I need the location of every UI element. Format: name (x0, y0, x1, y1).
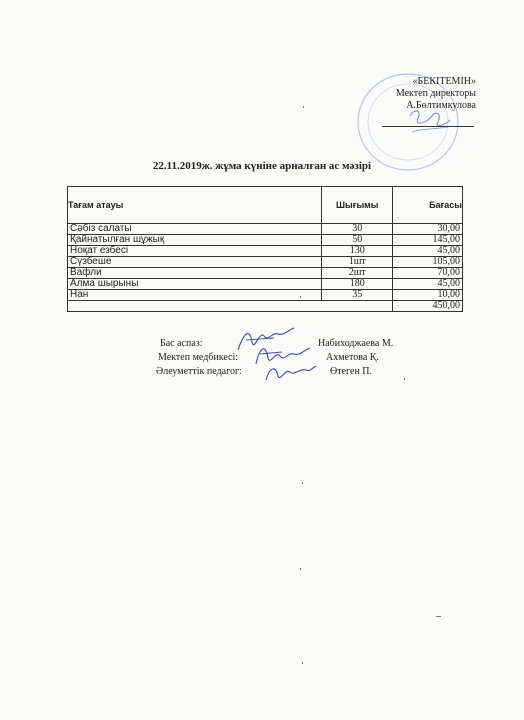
table-row (68, 257, 463, 268)
total-spacer (68, 301, 393, 312)
table-row (68, 224, 463, 235)
dish-price: 10,00 (392, 290, 462, 301)
scan-speck (302, 482, 303, 484)
table-row (68, 279, 463, 290)
signature-name-chef: Набиходжаева М. (318, 338, 394, 349)
dish-price: 45,00 (392, 246, 462, 257)
dish-name: Ноқат езбесі (68, 246, 322, 257)
signature-role-chef: Бас аспаз: (160, 338, 203, 349)
menu-header-row (68, 187, 463, 224)
dish-name: Алма шырыны (68, 279, 322, 290)
dish-quantity: 130 (322, 246, 393, 257)
scan-speck (303, 106, 304, 108)
signature-role-social-pedagogue: Әлеуметтік педагог: (156, 366, 242, 377)
table-row (68, 246, 463, 257)
signature-scrawl-social-pedagogue (262, 360, 318, 386)
header-quantity: Шығымы (322, 187, 393, 224)
dish-price: 30,00 (392, 224, 462, 235)
approval-block (396, 76, 476, 112)
dish-quantity: 50 (322, 235, 393, 246)
header-dish-name: Тағам атауы (68, 187, 322, 224)
dish-name: Қайнатылған шұжық (68, 235, 322, 246)
scan-speck (300, 568, 301, 570)
table-row (68, 290, 463, 301)
table-row (68, 235, 463, 246)
dish-price: 145,00 (392, 235, 462, 246)
approval-position: Мектеп директоры (395, 88, 476, 99)
dish-price: 105,00 (392, 257, 462, 268)
header-price: Бағасы (392, 187, 462, 224)
signature-role-nurse: Мектеп медбикесі: (158, 352, 239, 363)
table-row (68, 268, 463, 279)
dish-name: Сүзбеше (68, 257, 322, 268)
menu-table (67, 186, 463, 312)
total-price: 450,00 (392, 301, 462, 312)
approval-heading: «БЕКІТЕМІН» (412, 76, 476, 87)
approval-signature-line (382, 126, 474, 127)
signature-name-social-pedagogue: Өтеген П. (330, 366, 373, 377)
dish-quantity: 30 (322, 224, 393, 235)
dish-name: Сәбіз салаты (68, 224, 322, 235)
dish-quantity: 2шт (322, 268, 393, 279)
approval-director-name: А.Бөлтимкулова (406, 100, 476, 111)
scan-speck (404, 378, 405, 380)
dish-quantity: 180 (322, 279, 393, 290)
scan-speck (302, 662, 303, 664)
dish-name: Нан (68, 290, 322, 301)
dish-price: 70,00 (392, 268, 462, 279)
dish-price: 45,00 (392, 279, 462, 290)
scan-speck (436, 616, 441, 617)
dish-quantity: 1шт (322, 257, 393, 268)
dish-quantity: 35 (322, 290, 393, 301)
dish-name: Вафли (68, 268, 322, 279)
document-title: 22.11.2019ж. жұма күніне арналған ас мәзірі (152, 160, 372, 172)
scan-speck (300, 296, 301, 298)
signature-name-nurse: Ахметова Қ. (326, 352, 379, 363)
total-row (68, 301, 463, 312)
